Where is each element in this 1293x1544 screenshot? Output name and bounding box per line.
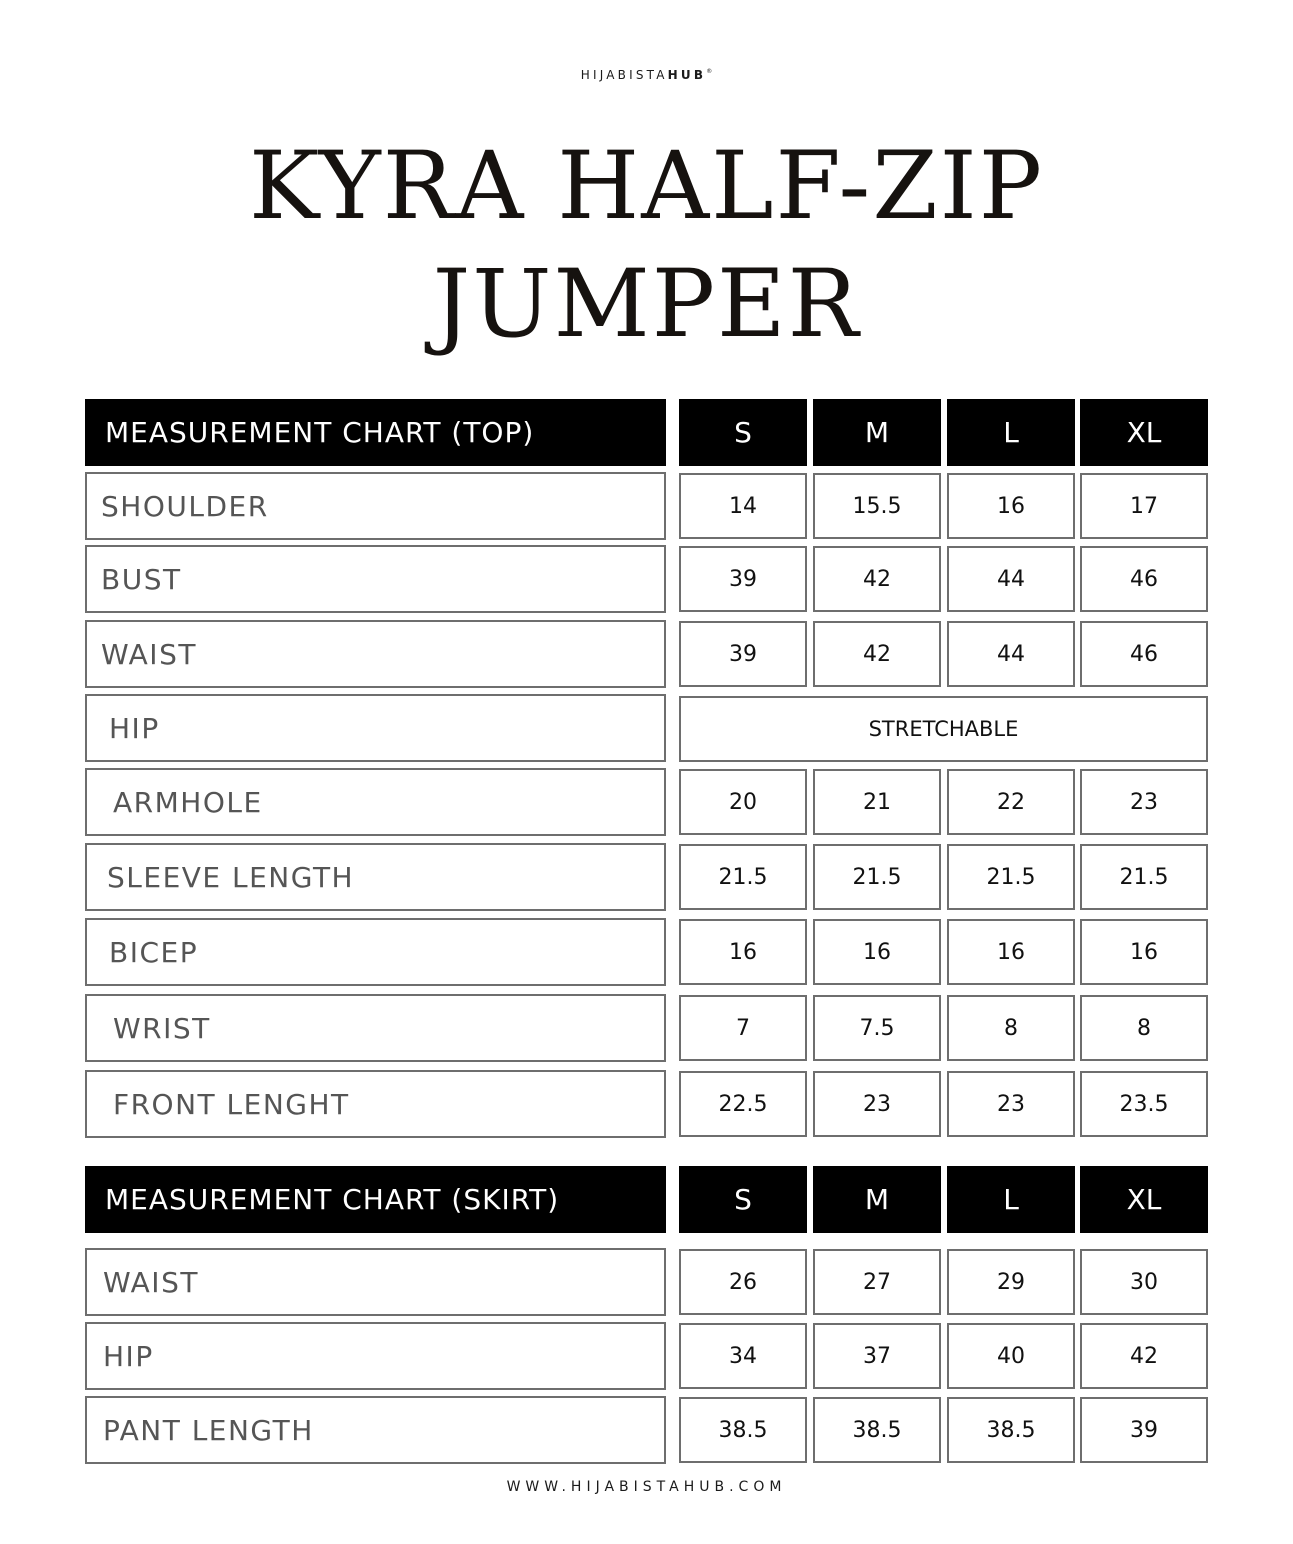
size-header-m: M bbox=[813, 399, 941, 466]
value-cell: 14 bbox=[679, 473, 807, 539]
size-header-l: L bbox=[947, 1166, 1075, 1233]
value-cell: 22.5 bbox=[679, 1071, 807, 1137]
row-label: SLEEVE LENGTH bbox=[85, 843, 666, 911]
value-cell: 16 bbox=[1080, 919, 1208, 985]
brand-bold: HUB bbox=[667, 68, 707, 82]
value-cell: 22 bbox=[947, 769, 1075, 835]
skirt-chart-header: MEASUREMENT CHART (SKIRT) bbox=[85, 1166, 666, 1233]
size-header-m: M bbox=[813, 1166, 941, 1233]
value-cell: 38.5 bbox=[813, 1397, 941, 1463]
value-cell: 42 bbox=[813, 546, 941, 612]
registered-mark: ® bbox=[706, 68, 713, 75]
value-cell: 44 bbox=[947, 621, 1075, 687]
page-title-line-1: KYRA HALF-ZIP bbox=[248, 132, 1045, 241]
value-cell: 20 bbox=[679, 769, 807, 835]
row-label: WAIST bbox=[85, 1248, 666, 1316]
row-label: HIP bbox=[85, 1322, 666, 1390]
value-cell: 46 bbox=[1080, 621, 1208, 687]
value-cell: 15.5 bbox=[813, 473, 941, 539]
brand-light: HIJABISTA bbox=[580, 68, 668, 82]
value-cell: 39 bbox=[679, 546, 807, 612]
value-cell: 23 bbox=[1080, 769, 1208, 835]
row-label: PANT LENGTH bbox=[85, 1396, 666, 1464]
size-header-s: S bbox=[679, 399, 807, 466]
value-cell: 29 bbox=[947, 1249, 1075, 1315]
value-cell: 16 bbox=[813, 919, 941, 985]
row-label: SHOULDER bbox=[85, 472, 666, 540]
value-cell: 21.5 bbox=[679, 844, 807, 910]
row-label: BUST bbox=[85, 545, 666, 613]
value-cell: 21.5 bbox=[813, 844, 941, 910]
value-cell: 38.5 bbox=[679, 1397, 807, 1463]
value-cell: 37 bbox=[813, 1323, 941, 1389]
value-cell: 16 bbox=[947, 473, 1075, 539]
value-cell: 21.5 bbox=[947, 844, 1075, 910]
value-cell: 39 bbox=[1080, 1397, 1208, 1463]
value-cell: 27 bbox=[813, 1249, 941, 1315]
value-cell: 26 bbox=[679, 1249, 807, 1315]
value-cell: 8 bbox=[1080, 995, 1208, 1061]
value-cell: 21 bbox=[813, 769, 941, 835]
value-cell: 23 bbox=[813, 1071, 941, 1137]
row-label: FRONT LENGHT bbox=[85, 1070, 666, 1138]
size-header-xl: XL bbox=[1080, 1166, 1208, 1233]
row-label: WAIST bbox=[85, 620, 666, 688]
value-cell: 7 bbox=[679, 995, 807, 1061]
value-cell: 46 bbox=[1080, 546, 1208, 612]
value-cell: 23 bbox=[947, 1071, 1075, 1137]
brand-logo bbox=[0, 68, 1293, 82]
value-cell: 16 bbox=[947, 919, 1075, 985]
footer-url: WWW.HIJABISTAHUB.COM bbox=[506, 1479, 787, 1495]
value-cell: 16 bbox=[679, 919, 807, 985]
value-cell: 17 bbox=[1080, 473, 1208, 539]
value-cell: 7.5 bbox=[813, 995, 941, 1061]
value-cell: 23.5 bbox=[1080, 1071, 1208, 1137]
size-header-xl: XL bbox=[1080, 399, 1208, 466]
value-cell: 21.5 bbox=[1080, 844, 1208, 910]
merged-value-cell: STRETCHABLE bbox=[679, 696, 1208, 762]
row-label: BICEP bbox=[85, 918, 666, 986]
top-chart-header: MEASUREMENT CHART (TOP) bbox=[85, 399, 666, 466]
value-cell: 8 bbox=[947, 995, 1075, 1061]
value-cell: 30 bbox=[1080, 1249, 1208, 1315]
value-cell: 44 bbox=[947, 546, 1075, 612]
value-cell: 38.5 bbox=[947, 1397, 1075, 1463]
size-header-s: S bbox=[679, 1166, 807, 1233]
value-cell: 40 bbox=[947, 1323, 1075, 1389]
row-label: ARMHOLE bbox=[85, 768, 666, 836]
row-label: HIP bbox=[85, 694, 666, 762]
value-cell: 34 bbox=[679, 1323, 807, 1389]
value-cell: 42 bbox=[1080, 1323, 1208, 1389]
size-header-l: L bbox=[947, 399, 1075, 466]
value-cell: 39 bbox=[679, 621, 807, 687]
page-title-line-2: JUMPER bbox=[432, 250, 861, 359]
value-cell: 42 bbox=[813, 621, 941, 687]
row-label: WRIST bbox=[85, 994, 666, 1062]
